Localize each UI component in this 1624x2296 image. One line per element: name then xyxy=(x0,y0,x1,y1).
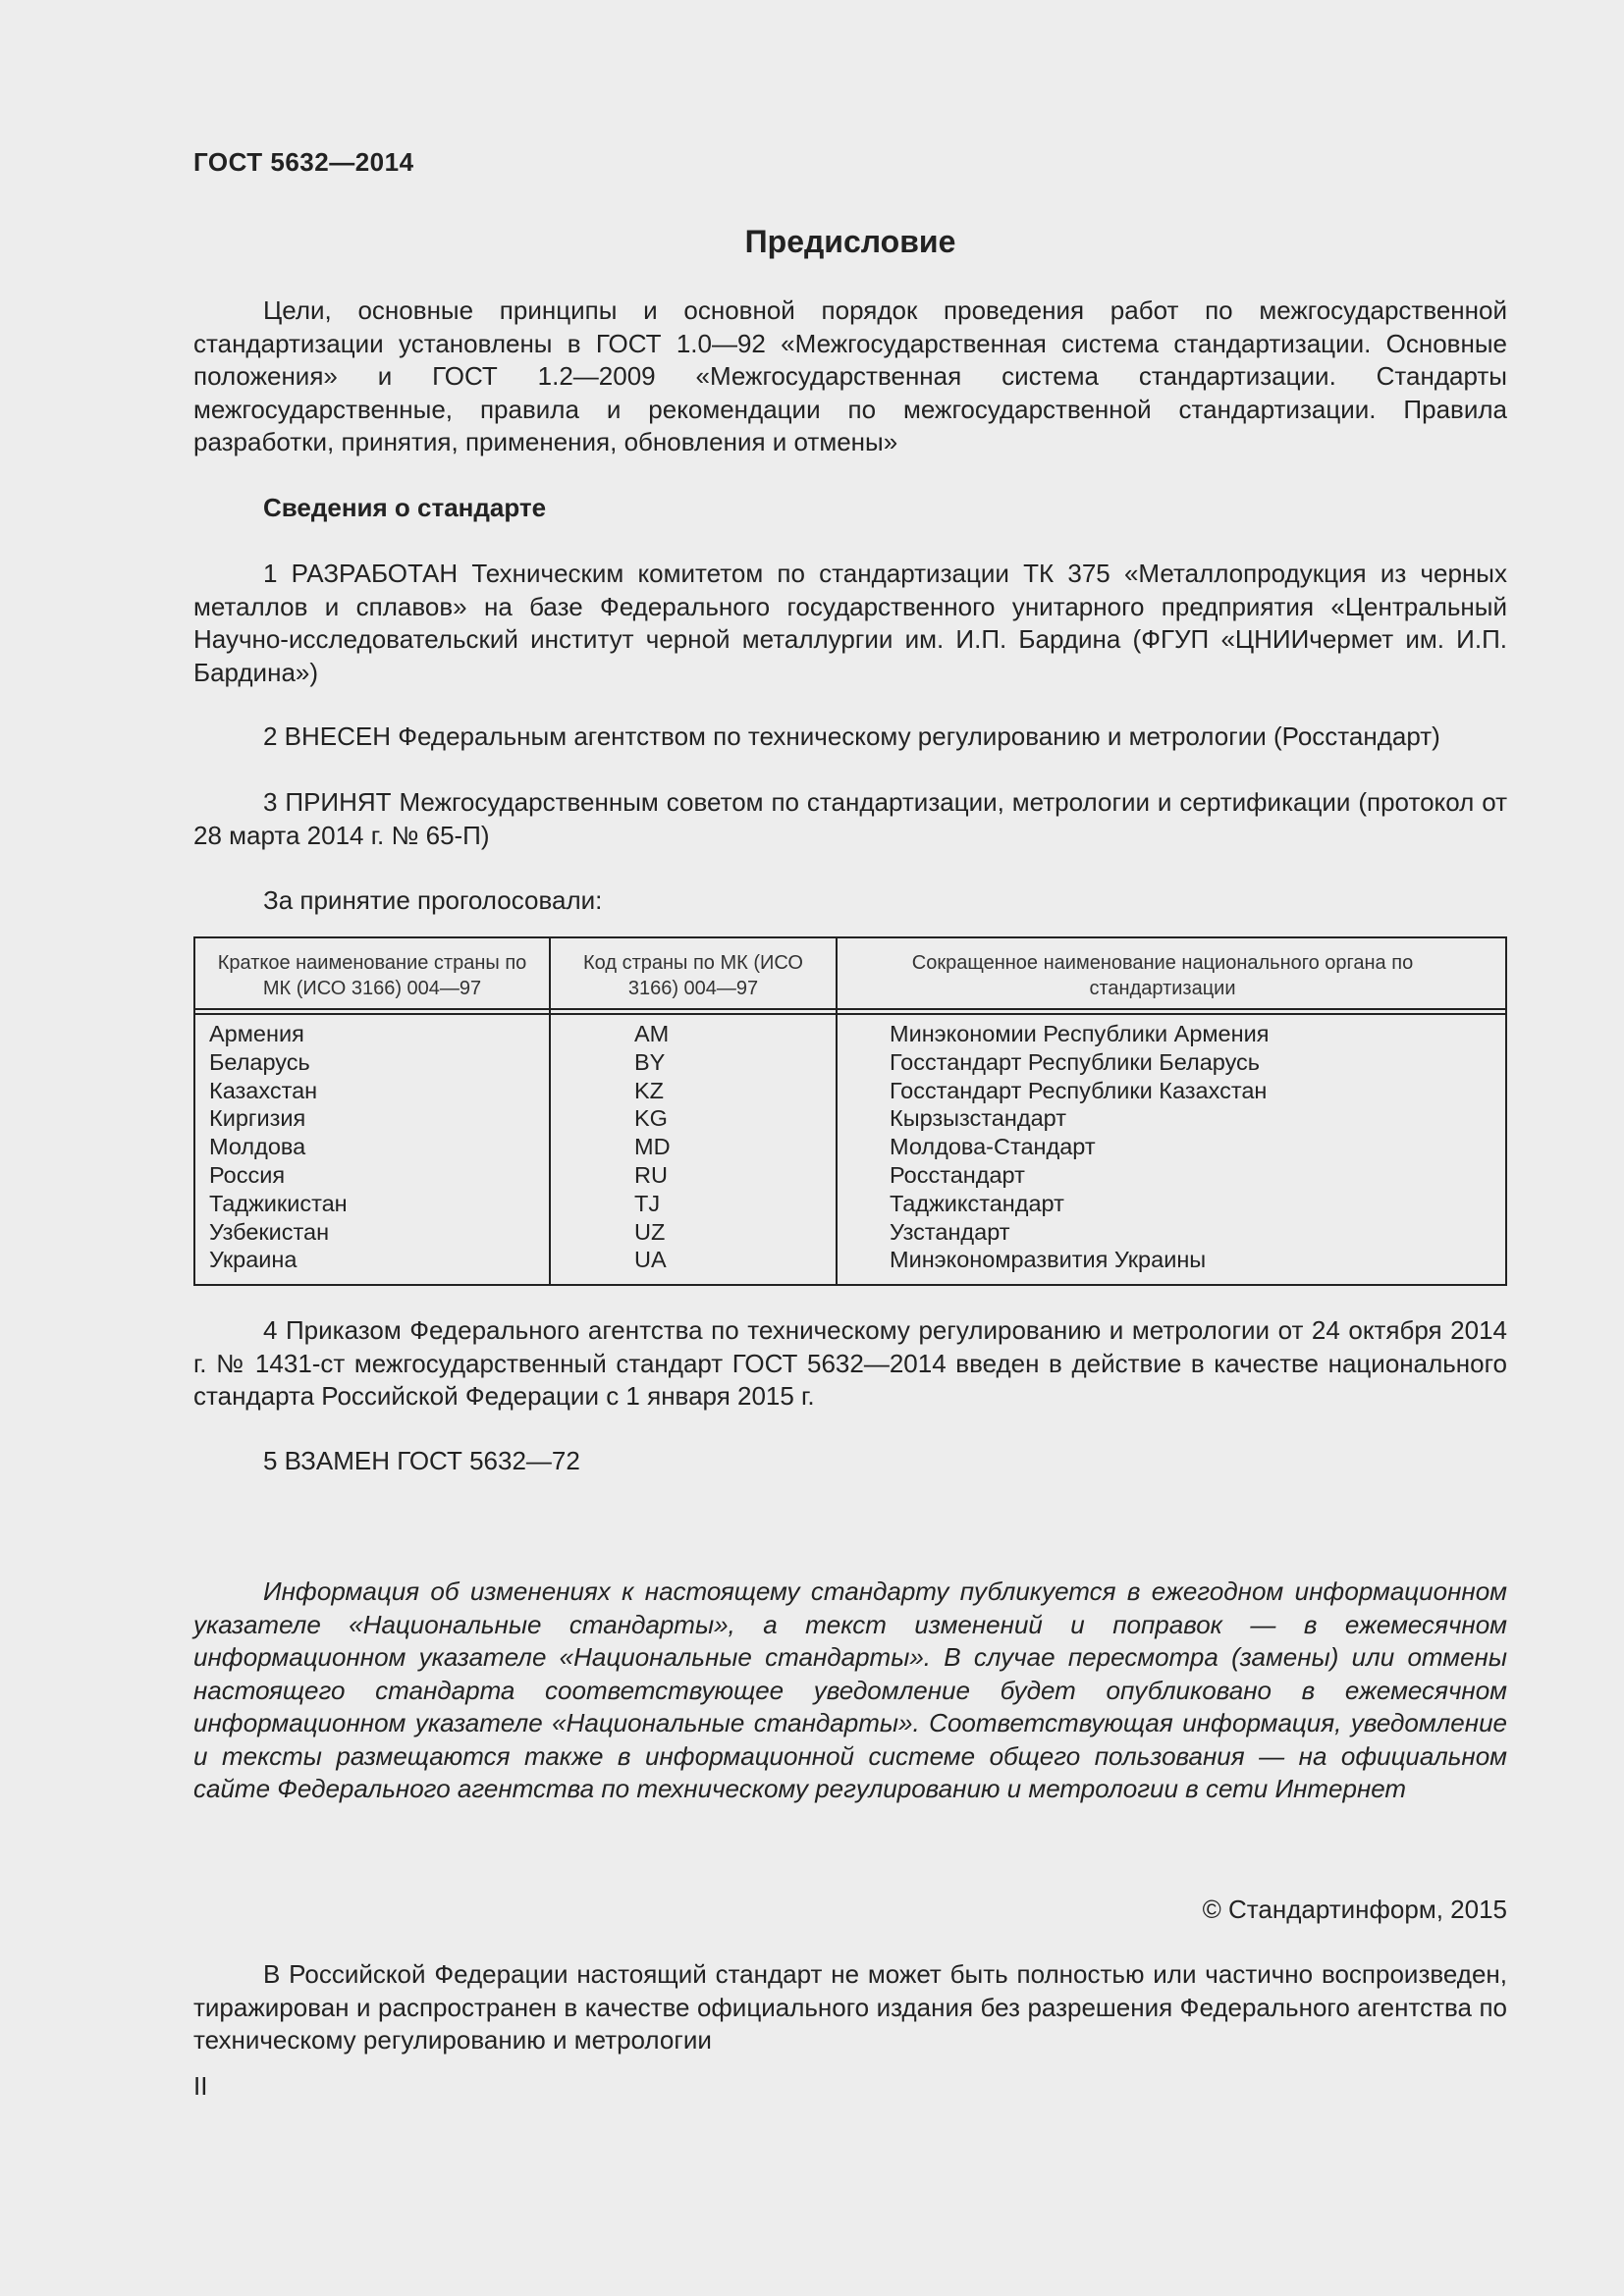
column-code xyxy=(634,1020,671,1274)
cell-code: RU xyxy=(634,1161,668,1188)
cell-code: MD xyxy=(634,1134,671,1160)
cell-country: Таджикистан xyxy=(209,1190,348,1216)
copyright: © Стандартинформ, 2015 xyxy=(1202,1895,1507,1924)
cell-standards-body: Молдова-Стандарт xyxy=(890,1134,1096,1160)
column-country xyxy=(209,1020,348,1274)
voted-label: За принятие проголосовали: xyxy=(263,885,603,915)
item-5-replaces: 5 ВЗАМЕН ГОСТ 5632—72 xyxy=(263,1446,580,1475)
cell-country: Киргизия xyxy=(209,1105,306,1132)
cell-code: BY xyxy=(634,1048,666,1075)
table-divider xyxy=(549,938,551,1284)
header-code: Код страны по МК (ИСО 3166) 004—97 xyxy=(583,952,803,999)
item-4-order: 4 Приказом Федерального агентства по техническому регулированию и метрологии от 24 октября 2014 г. № 1431-ст межгосударственный стандарт ГОСТ 5632—2014 введен в действие в качестве национального стандарта Российской Федерации с 1 января 2015 г. xyxy=(193,1315,1507,1411)
cell-code: UA xyxy=(634,1247,667,1273)
table-header-rule xyxy=(195,1013,1505,1015)
header-standards-body: Сокращенное наименование национального органа по стандартизации xyxy=(911,952,1414,999)
page-number: II xyxy=(193,2071,208,2101)
cell-country: Узбекистан xyxy=(209,1218,330,1245)
cell-code: KG xyxy=(634,1105,668,1132)
header-country: Краткое наименование страны по МК (ИСО 3166) 004—97 xyxy=(217,952,527,999)
cell-standards-body: Минэкономии Республики Армения xyxy=(890,1021,1270,1046)
page-title: Предисловие xyxy=(744,224,956,259)
cell-country: Молдова xyxy=(209,1134,306,1160)
cell-standards-body: Госстандарт Республики Беларусь xyxy=(890,1048,1261,1075)
cell-country: Армения xyxy=(209,1021,304,1046)
item-3-adopted: 3 ПРИНЯТ Межгосударственным советом по стандартизации, метрологии и сертификации (протокол от 28 марта 2014 г. № 65-П) xyxy=(193,787,1507,850)
rights-notice: В Российской Федерации настоящий стандарт не может быть полностью или частично воспроизведен, тиражирован и распространен в качестве официального издания без разрешения Федерального агентства по техническому регулированию и метрологии xyxy=(193,1959,1507,2055)
cell-standards-body: Минэкономразвития Украины xyxy=(890,1247,1207,1273)
cell-country: Беларусь xyxy=(209,1048,310,1075)
amendments-notice: Информация об изменениях к настоящему стандарту публикуется в ежегодном информационном указателе «Национальные стандарты», а текст изменений и поправок — в ежемесячном информационном указателе «Национальные стандарты». В случае пересмотра (замены) или отмены настоящего стандарта соответствующее уведомление будет опубликовано в ежемесячном информационном указателе «Национальные стандарты». Соответствующая информация, уведомление и тексты размещаются также в информационной системе общего пользования — на официальном сайте Федерального агентства по техническому регулированию и метрологии в сети Интернет xyxy=(193,1576,1507,1803)
cell-standards-body: Госстандарт Республики Казахстан xyxy=(890,1077,1268,1103)
item-1-developed: 1 РАЗРАБОТАН Техническим комитетом по стандартизации ТК 375 «Металлопродукция из черных металлов и сплавов» на базе Федерального государственного унитарного предприятия «Центральный Научно-исследовательский институт черной металлургии им. И.П. Бардина (ФГУП «ЦНИИчермет им. И.П. Бардина») xyxy=(193,559,1507,687)
cell-country: Казахстан xyxy=(209,1077,318,1103)
table-header-rule xyxy=(195,1008,1505,1010)
section-subheading: Сведения о стандарте xyxy=(263,493,547,522)
cell-standards-body: Росстандарт xyxy=(890,1161,1025,1188)
cell-code: UZ xyxy=(634,1218,666,1245)
cell-country: Россия xyxy=(209,1161,286,1188)
cell-code: AM xyxy=(634,1021,670,1046)
document-id: ГОСТ 5632—2014 xyxy=(193,147,414,177)
intro-paragraph: Цели, основные принципы и основной порядок проведения работ по межгосударственной стандартизации установлены в ГОСТ 1.0—92 «Межгосударственная система стандартизации. Основные положения» и ГОСТ 1.2—2009 «Межгосударственная система стандартизации. Стандарты межгосударственные, правила и рекомендации по межгосударственной стандартизации. Правила разработки, принятия, применения, обновления и отмены» xyxy=(193,295,1507,456)
column-standards-body xyxy=(890,1020,1269,1274)
cell-standards-body: Таджикстандарт xyxy=(890,1190,1064,1216)
table-divider xyxy=(836,938,838,1284)
item-2-introduced: 2 ВНЕСЕН Федеральным агентством по техническому регулированию и метрологии (Росстандарт) xyxy=(263,721,1440,751)
cell-country: Украина xyxy=(209,1247,298,1273)
cell-standards-body: Узстандарт xyxy=(890,1218,1010,1245)
cell-code: KZ xyxy=(634,1077,665,1103)
cell-standards-body: Кырзызстандарт xyxy=(890,1105,1066,1132)
cell-code: TJ xyxy=(634,1190,661,1216)
voting-table xyxy=(193,936,1507,1286)
